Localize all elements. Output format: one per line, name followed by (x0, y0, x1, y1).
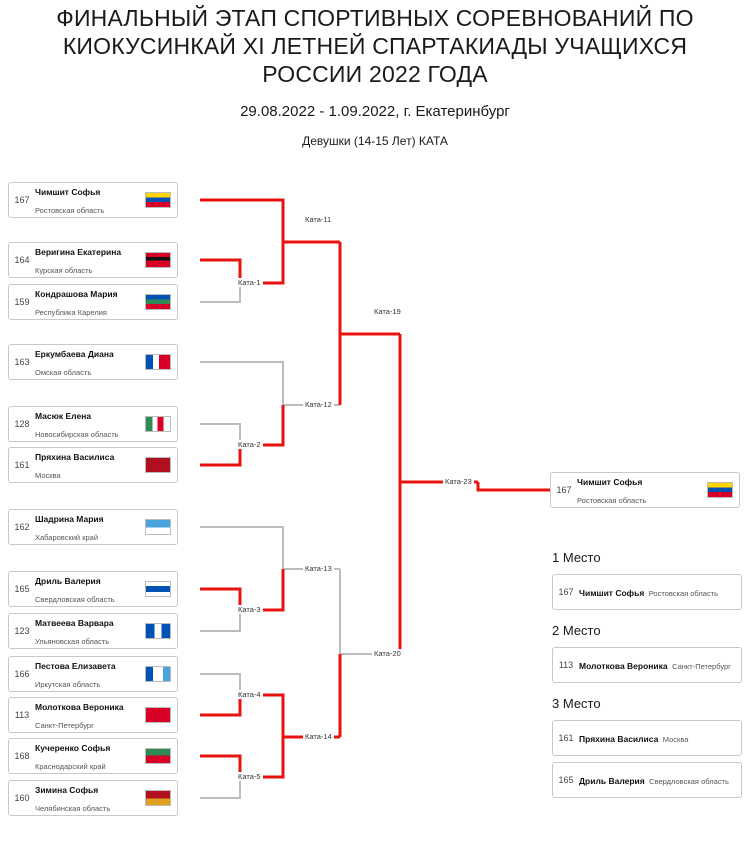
match-label: Ката-3 (238, 605, 261, 614)
region-flag-icon (145, 790, 171, 806)
competitor-region: Москва (35, 471, 61, 480)
competitor-number: 128 (14, 419, 30, 429)
competitor-region: Курская область (35, 266, 93, 275)
competitor-region: Свердловская область (35, 595, 115, 604)
competitor-number: 166 (14, 669, 30, 679)
competitor-card[interactable] (8, 242, 178, 278)
match-label: Ката-20 (374, 649, 401, 658)
match-label: Ката-5 (238, 772, 261, 781)
competitor-name: Масюк Елена (35, 411, 92, 421)
competitor-name: Молоткова Вероника (579, 661, 668, 671)
champion-card[interactable] (550, 472, 740, 508)
match-label: Ката-2 (238, 440, 261, 449)
match-label: Ката-12 (305, 400, 332, 409)
page-header (0, 0, 750, 148)
competitor-number: 164 (14, 255, 30, 265)
competitor-name: Пряхина Василиса (35, 452, 115, 462)
tournament-bracket (0, 162, 750, 813)
competitor-card[interactable] (8, 182, 178, 218)
competitor-card[interactable] (8, 344, 178, 380)
competitor-region: Омская область (35, 368, 92, 377)
competitor-name: Шадрина Мария (35, 514, 104, 524)
competitor-card[interactable] (8, 509, 178, 545)
region-flag-icon (145, 623, 171, 639)
competitor-card[interactable] (8, 656, 178, 692)
competitor-name: Зимина Софья (35, 785, 99, 795)
competitor-region: Челябинская область (35, 804, 111, 813)
competitor-card[interactable] (8, 697, 178, 733)
competitor-card[interactable] (8, 738, 178, 774)
competitor-number: 113 (558, 660, 574, 670)
region-flag-icon (145, 707, 171, 723)
region-flag-icon (145, 252, 171, 268)
competitor-name: Чимшит Софья (577, 477, 643, 487)
competitor-region: Республика Карелия (35, 308, 107, 317)
competitor-number: 168 (14, 751, 30, 761)
competitor-name: Чимшит Софья (579, 588, 645, 598)
competitor-number: 167 (556, 485, 572, 495)
competitor-card[interactable] (8, 613, 178, 649)
competitor-name: Веригина Екатерина (35, 247, 122, 257)
competitor-card[interactable] (8, 447, 178, 483)
region-flag-icon (145, 581, 171, 597)
place-title-1: 1 Место (552, 550, 601, 565)
place-entry-card[interactable] (552, 762, 742, 798)
match-label: Ката-23 (445, 477, 472, 486)
competitor-number: 161 (558, 733, 574, 743)
competitor-region: Санкт-Петербург (35, 721, 94, 730)
competitor-region: Хабаровский край (35, 533, 99, 542)
competitor-number: 161 (14, 460, 30, 470)
competitor-number: 167 (558, 587, 574, 597)
competitor-name: Пестова Елизавета (35, 661, 116, 671)
competitor-number: 162 (14, 522, 30, 532)
region-flag-icon (145, 666, 171, 682)
competitor-card[interactable] (8, 571, 178, 607)
place-entry-card[interactable] (552, 647, 742, 683)
event-dates-location: 29.08.2022 - 1.09.2022, г. Екатеринбург (240, 103, 510, 120)
competitor-number: 160 (14, 793, 30, 803)
region-flag-icon (145, 294, 171, 310)
competitor-name: Еркумбаева Диана (35, 349, 114, 359)
competitor-name: Дриль Валерия (35, 576, 101, 586)
match-label: Ката-1 (238, 278, 261, 287)
match-label: Ката-19 (374, 307, 401, 316)
competitor-region: Санкт-Петербург (672, 662, 731, 671)
competitor-name: Чимшит Софья (35, 187, 101, 197)
match-label: Ката-4 (238, 690, 261, 699)
competitor-name: Дриль Валерия (579, 776, 645, 786)
competitor-card[interactable] (8, 406, 178, 442)
competitor-region: Ульяновская область (35, 637, 110, 646)
competitor-number: 163 (14, 357, 30, 367)
competitor-number: 123 (14, 626, 30, 636)
competitor-number: 165 (558, 775, 574, 785)
place-title-2: 2 Место (552, 623, 601, 638)
region-flag-icon (145, 416, 171, 432)
competitor-number: 167 (14, 195, 30, 205)
region-flag-icon (145, 748, 171, 764)
event-category: Девушки (14-15 Лет) КАТА (302, 134, 448, 148)
region-flag-icon (145, 354, 171, 370)
place-title-3: 3 Место (552, 696, 601, 711)
place-entry-card[interactable] (552, 574, 742, 610)
competitor-name: Кондрашова Мария (35, 289, 118, 299)
competitor-region: Свердловская область (649, 777, 729, 786)
competitor-card[interactable] (8, 780, 178, 816)
competitor-number: 113 (14, 710, 30, 720)
competitor-region: Ростовская область (35, 206, 105, 215)
competitor-number: 159 (14, 297, 30, 307)
competitor-region: Ростовская область (648, 589, 719, 598)
competitor-region: Краснодарский край (35, 762, 106, 771)
region-flag-icon (145, 457, 171, 473)
region-flag-icon (145, 192, 171, 208)
match-label: Ката-14 (305, 732, 332, 741)
region-flag-icon (145, 519, 171, 535)
competitor-name: Матвеева Варвара (35, 618, 114, 628)
competitor-card[interactable] (8, 284, 178, 320)
competitor-region: Иркутская область (35, 680, 101, 689)
competitor-name: Кучеренко Софья (35, 743, 111, 753)
competitor-region: Москва (662, 735, 689, 744)
competitor-name: Молоткова Вероника (35, 702, 124, 712)
region-flag-icon (707, 482, 733, 498)
competitor-name: Пряхина Василиса (579, 734, 659, 744)
match-label: Ката-11 (305, 215, 332, 224)
competitor-number: 165 (14, 584, 30, 594)
place-entry-card[interactable] (552, 720, 742, 756)
competitor-region: Новосибирская область (35, 430, 119, 439)
page-title: ФИНАЛЬНЫЙ ЭТАП СПОРТИВНЫХ СОРЕВНОВАНИЙ ПО КИОКУСИНКАЙ XI ЛЕТНЕЙ СПАРТАКИАДЫ УЧАЩИХСЯ РОССИИ 2022 ГОДА (56, 5, 694, 87)
competitor-region: Ростовская область (577, 496, 647, 505)
match-label: Ката-13 (305, 564, 332, 573)
